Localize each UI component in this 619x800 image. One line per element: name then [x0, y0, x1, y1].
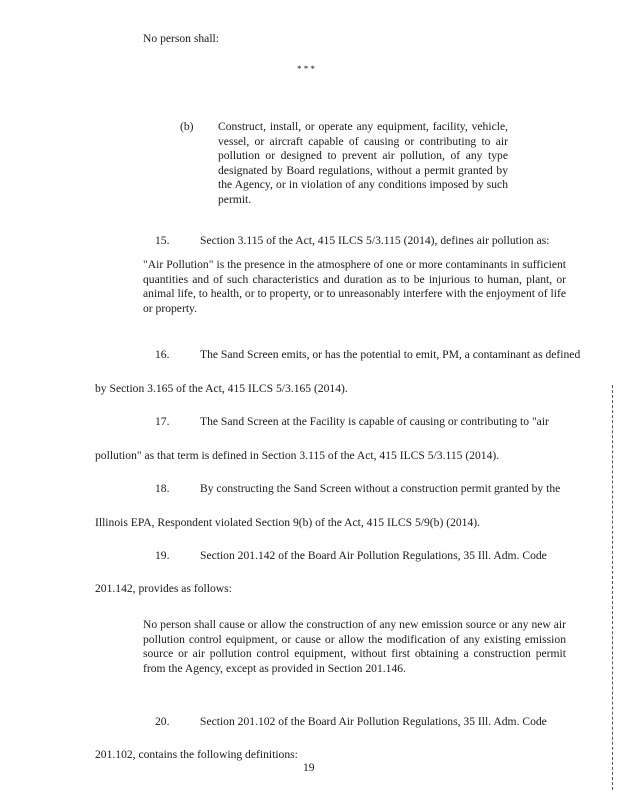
scan-edge-line [612, 385, 613, 790]
para-17-line1: The Sand Screen at the Facility is capable of causing or contributing to "air [200, 415, 549, 428]
para-20-number: 20. [155, 715, 170, 728]
quote-b-label: (b) [180, 120, 194, 133]
para-19-number: 19. [155, 549, 170, 562]
para-18-line1: By constructing the Sand Screen without a construction permit granted by the [200, 482, 561, 495]
para-15-number: 15. [155, 234, 170, 247]
ellipsis: * * * [297, 64, 315, 74]
para-18-number: 18. [155, 482, 170, 495]
para-16-line2: by Section 3.165 of the Act, 415 ILCS 5/3.165 (2014). [95, 382, 348, 395]
para-15-text: Section 3.115 of the Act, 415 ILCS 5/3.115 (2014), defines air pollution as: [200, 234, 550, 247]
intro-text: No person shall: [143, 32, 219, 45]
para-16-number: 16. [155, 348, 170, 361]
para-19-quote: No person shall cause or allow the construction of any new emission source or any new air pollution control equipment, or cause or allow the modification of any existing emission source or air pollution control equipment, without first obtaining a construction permit from the Agency, except as provided in Section 201.146. [143, 618, 566, 675]
para-18-line2: Illinois EPA, Respondent violated Section 9(b) of the Act, 415 ILCS 5/9(b) (2014). [95, 516, 481, 529]
para-20-line1: Section 201.102 of the Board Air Pollution Regulations, 35 Ill. Adm. Code [200, 715, 547, 728]
para-15-quote: "Air Pollution" is the presence in the atmosphere of one or more contaminants in sufficient quantities and of such characteristics and duration as to be injurious to human, plant, or animal life, to health, or to property, or to unreasonably interfere with the enjoyment of life or property. [143, 258, 566, 315]
para-16-line1: The Sand Screen emits, or has the potential to emit, PM, a contaminant as defined [200, 348, 581, 361]
para-17-line2: pollution" as that term is defined in Section 3.115 of the Act, 415 ILCS 5/3.115 (2014). [95, 449, 500, 462]
quote-b-text: Construct, install, or operate any equipment, facility, vehicle, vessel, or aircraft capable of causing or contributing to air pollution or designed to prevent air pollution, of any type designated by Board regulations, without a permit granted by the Agency, or in violation of any conditions imposed by such permit. [218, 120, 508, 206]
para-20-line2: 201.102, contains the following definitions: [95, 748, 298, 761]
para-19-line1: Section 201.142 of the Board Air Pollution Regulations, 35 Ill. Adm. Code [200, 549, 547, 562]
para-19-line2: 201.142, provides as follows: [95, 582, 232, 595]
para-17-number: 17. [155, 415, 170, 428]
page-number: 19 [303, 761, 315, 774]
